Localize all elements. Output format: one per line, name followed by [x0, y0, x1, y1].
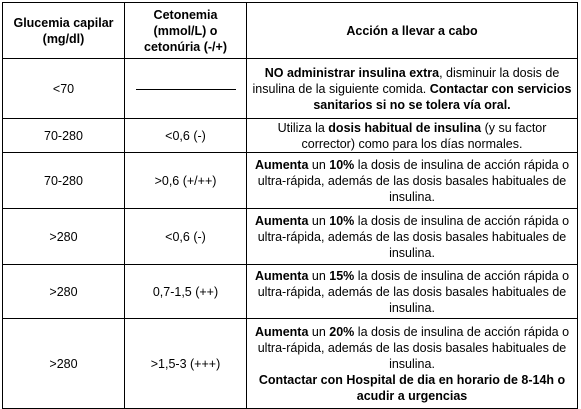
accion-text: 15%	[329, 268, 355, 283]
glucemia-cell: 70-280	[3, 119, 125, 153]
accion-text: la dosis de insulina de acción rápida o ultra-rápida, además de las dosis basales habituales de insulina.	[257, 268, 570, 315]
accion-cell	[247, 209, 578, 265]
glucemia-cell: >280	[3, 209, 125, 265]
accion-text: Aumenta	[254, 157, 309, 172]
accion-text: 10%	[329, 157, 355, 172]
accion-cell	[247, 119, 578, 153]
accion-text: Aumenta	[254, 268, 309, 283]
cetonemia-cell	[125, 59, 247, 119]
accion-text: (y su factor corrector) como para los días normales.	[301, 120, 547, 151]
accion-text: la dosis de insulina de acción rápida o ultra-rápida, además de las dosis basales habituales de insulina.	[257, 157, 570, 204]
accion-cell	[247, 153, 578, 209]
cetonemia-cell: >1,5-3 (+++)	[125, 319, 247, 409]
accion-text: Contactar con Hospital de dia en horario de 8-14h o acudir a urgencias	[258, 372, 566, 403]
glucemia-cell: >280	[3, 319, 125, 409]
accion-text: la dosis de insulina de acción rápida o ultra-rápida, además de las dosis basales habituales de insulina.	[257, 213, 570, 260]
accion-text: Aumenta	[254, 324, 309, 339]
accion-text: Contactar con servicios sanitarios si no se tolera vía oral.	[313, 81, 572, 112]
cetonemia-cell: 0,7-1,5 (++)	[125, 265, 247, 319]
accion-text: un	[308, 324, 330, 339]
accion-text: Utiliza la	[277, 120, 329, 135]
glucemia-cell: 70-280	[3, 153, 125, 209]
accion-text: dosis habitual de insulina	[328, 120, 482, 135]
accion-text: 20%	[329, 324, 355, 339]
accion-cell	[247, 319, 578, 409]
accion-cell	[247, 59, 578, 119]
glucemia-cell: <70	[3, 59, 125, 119]
accion-text: un	[308, 157, 330, 172]
accion-text: Aumenta	[254, 213, 309, 228]
table-row	[3, 119, 578, 153]
table-row	[3, 319, 578, 409]
accion-text: un	[308, 213, 330, 228]
accion-text: 10%	[329, 213, 355, 228]
table-header-row	[3, 3, 578, 59]
accion-cell	[247, 265, 578, 319]
accion-text: un	[308, 268, 330, 283]
header-cetonemia: Cetonemia (mmol/L) o cetonúria (-/+)	[125, 3, 247, 59]
header-accion: Acción a llevar a cabo	[247, 3, 578, 59]
accion-text: , disminuir la dosis de insulina de la siguiente comida.	[252, 65, 560, 96]
insulin-dosing-table	[2, 2, 578, 409]
cetonemia-cell: <0,6 (-)	[125, 119, 247, 153]
table-row	[3, 59, 578, 119]
cetonemia-cell: >0,6 (+/++)	[125, 153, 247, 209]
table-row	[3, 153, 578, 209]
table-row	[3, 265, 578, 319]
accion-text: NO administrar insulina extra	[264, 65, 440, 80]
accion-text: la dosis de insulina de acción rápida o ultra-rápida, además de las dosis basales habituales de insulina.	[257, 324, 570, 371]
header-glucemia: Glucemia capilar (mg/dl)	[3, 3, 125, 59]
table-body	[3, 59, 578, 409]
cetonemia-cell: <0,6 (-)	[125, 209, 247, 265]
empty-dash	[136, 89, 236, 90]
table-row	[3, 209, 578, 265]
glucemia-cell: >280	[3, 265, 125, 319]
